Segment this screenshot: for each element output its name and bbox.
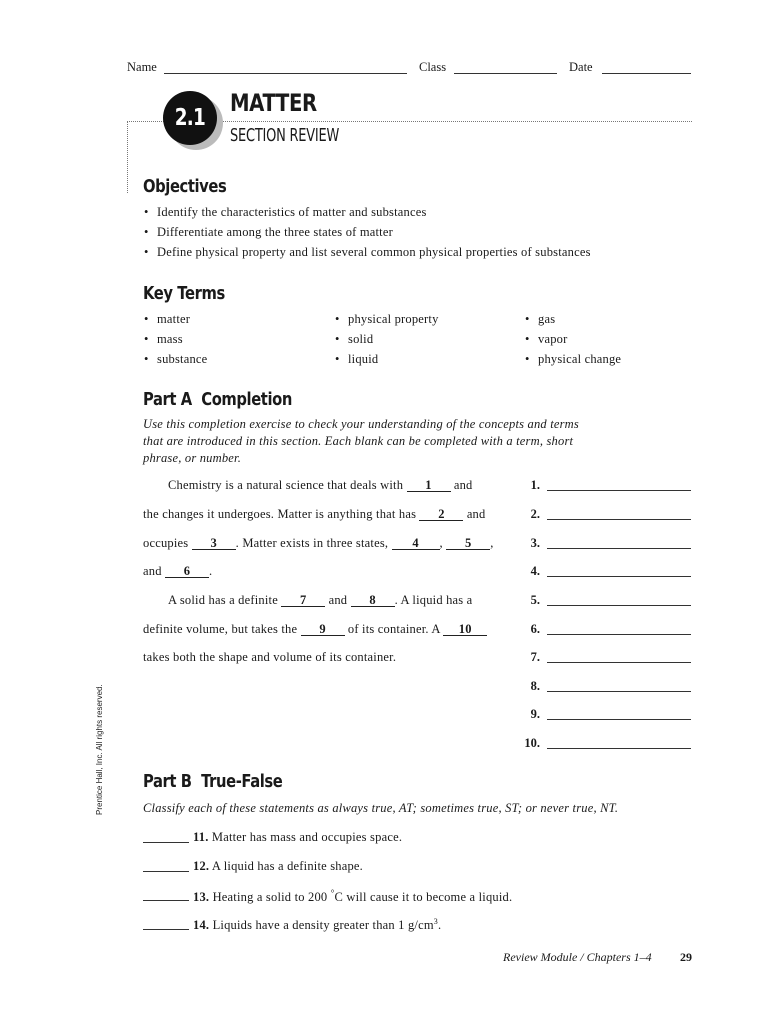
text: , <box>490 536 494 550</box>
completion-line-2 <box>143 507 485 522</box>
part-b-instructions: Classify each of these statements as always true, AT; sometimes true, ST; or never true, NT. <box>143 801 619 815</box>
blank-5: 5 <box>446 537 490 550</box>
blank-10: 10 <box>443 623 487 636</box>
objective-item: • Define physical property and list several common physical properties of substances <box>157 245 591 260</box>
completion-line-7: takes both the shape and volume of its container. <box>143 650 397 664</box>
completion-line-1 <box>168 478 473 493</box>
text: A solid has a definite <box>168 593 278 607</box>
tf-answer-field-14[interactable] <box>143 929 189 930</box>
blank-2: 2 <box>419 508 463 521</box>
date-field[interactable] <box>602 73 691 74</box>
completion-line-5 <box>168 593 472 608</box>
section-subtitle: SECTION REVIEW <box>230 125 340 146</box>
blank-3: 3 <box>192 537 236 550</box>
tf-answer-field-12[interactable] <box>143 871 189 872</box>
class-field[interactable] <box>454 73 557 74</box>
answer-number: 10. <box>524 736 540 750</box>
answer-number: 4. <box>530 564 540 578</box>
text: . <box>208 564 213 578</box>
section-dotted-side <box>127 121 128 193</box>
degree-sign: ° <box>330 888 335 898</box>
key-term: • substance <box>157 352 207 367</box>
key-term: • physical property <box>348 312 439 327</box>
blank-7: 7 <box>281 594 325 607</box>
answer-number: 6. <box>530 622 540 636</box>
part-a-instructions-line: phrase, or number. <box>143 451 242 465</box>
name-label: Name <box>127 60 157 74</box>
class-label: Class <box>419 60 447 74</box>
section-number: 2.1 <box>174 105 206 131</box>
header-row <box>127 60 692 76</box>
text: and <box>328 593 348 607</box>
key-term: • physical change <box>538 352 621 367</box>
objective-item: • Differentiate among the three states of matter <box>157 225 393 240</box>
text: , <box>439 536 443 550</box>
completion-line-3 <box>143 536 494 551</box>
part-b-heading: Part B True-False <box>143 771 283 792</box>
text: and <box>143 564 162 578</box>
completion-line-6 <box>143 622 487 637</box>
tf-answer-field-13[interactable] <box>143 900 189 901</box>
answer-field-6[interactable] <box>547 634 691 635</box>
tf-item-11 <box>193 830 402 845</box>
completion-line-4 <box>143 564 212 579</box>
tf-number: 14. <box>193 918 210 933</box>
answer-number: 1. <box>530 478 540 492</box>
tf-item-13 <box>193 888 512 905</box>
tf-item-14 <box>193 917 441 933</box>
text: of its container. A <box>347 622 440 636</box>
blank-4: 4 <box>392 537 440 550</box>
footer-module: Review Module / Chapters 1–4 <box>503 950 652 964</box>
page-number: 29 <box>680 950 692 964</box>
blank-8: 8 <box>351 594 395 607</box>
key-term: • vapor <box>538 332 567 347</box>
answer-number: 2. <box>530 507 540 521</box>
blank-6: 6 <box>165 565 209 578</box>
text: definite volume, but takes the <box>143 622 298 636</box>
tf-number: 13. <box>193 890 210 905</box>
answer-field-5[interactable] <box>547 605 691 606</box>
answer-number: 7. <box>530 650 540 664</box>
blank-9: 9 <box>301 623 345 636</box>
answer-field-10[interactable] <box>547 748 691 749</box>
answer-field-2[interactable] <box>547 519 691 520</box>
part-a-instructions-line: Use this completion exercise to check your understanding of the concepts and terms <box>143 417 579 431</box>
section-badge <box>163 91 217 145</box>
text: the changes it undergoes. Matter is anything that has <box>143 507 417 521</box>
text: . A liquid has a <box>394 593 473 607</box>
key-term: • liquid <box>348 352 378 367</box>
text: occupies <box>143 536 189 550</box>
answer-field-4[interactable] <box>547 576 691 577</box>
answer-number: 3. <box>530 536 540 550</box>
objective-item: • Identify the characteristics of matter and substances <box>157 205 427 220</box>
answer-field-7[interactable] <box>547 662 691 663</box>
text: and <box>466 507 486 521</box>
copyright-text: Prentice Hall, Inc. All rights reserved. <box>95 684 104 815</box>
key-terms-heading: Key Terms <box>143 283 225 304</box>
tf-number: 12. <box>193 859 210 873</box>
key-term: • mass <box>157 332 183 347</box>
superscript: 3 <box>433 917 438 926</box>
tf-text: . <box>437 918 442 933</box>
text: Chemistry is a natural science that deals with <box>168 478 404 492</box>
section-title: MATTER <box>230 89 317 117</box>
key-term: • gas <box>538 312 555 327</box>
tf-item-12 <box>193 859 363 874</box>
tf-text: C will cause it to become a liquid. <box>334 890 513 905</box>
tf-text: Heating a solid to 200 <box>212 890 331 905</box>
tf-text: Liquids have a density greater than 1 g/cm <box>212 918 434 933</box>
blank-1: 1 <box>407 479 451 492</box>
date-label: Date <box>569 60 593 74</box>
answer-field-1[interactable] <box>547 490 691 491</box>
tf-number: 11. <box>193 830 209 844</box>
part-a-heading: Part A Completion <box>143 389 292 410</box>
answer-number: 9. <box>530 707 540 721</box>
tf-answer-field-11[interactable] <box>143 842 189 843</box>
objectives-heading: Objectives <box>143 176 227 197</box>
text: . Matter exists in three states, <box>235 536 389 550</box>
answer-number: 5. <box>530 593 540 607</box>
tf-text: Matter has mass and occupies space. <box>211 830 403 844</box>
answer-field-9[interactable] <box>547 719 691 720</box>
answer-field-8[interactable] <box>547 691 691 692</box>
answer-field-3[interactable] <box>547 548 691 549</box>
key-term: • solid <box>348 332 373 347</box>
answer-number: 8. <box>530 679 540 693</box>
key-term: • matter <box>157 312 190 327</box>
name-field[interactable] <box>164 73 407 74</box>
part-a-instructions-line: that are introduced in this section. Each blank can be completed with a term, short <box>143 434 574 448</box>
text: and <box>453 478 473 492</box>
tf-text: A liquid has a definite shape. <box>211 859 363 873</box>
